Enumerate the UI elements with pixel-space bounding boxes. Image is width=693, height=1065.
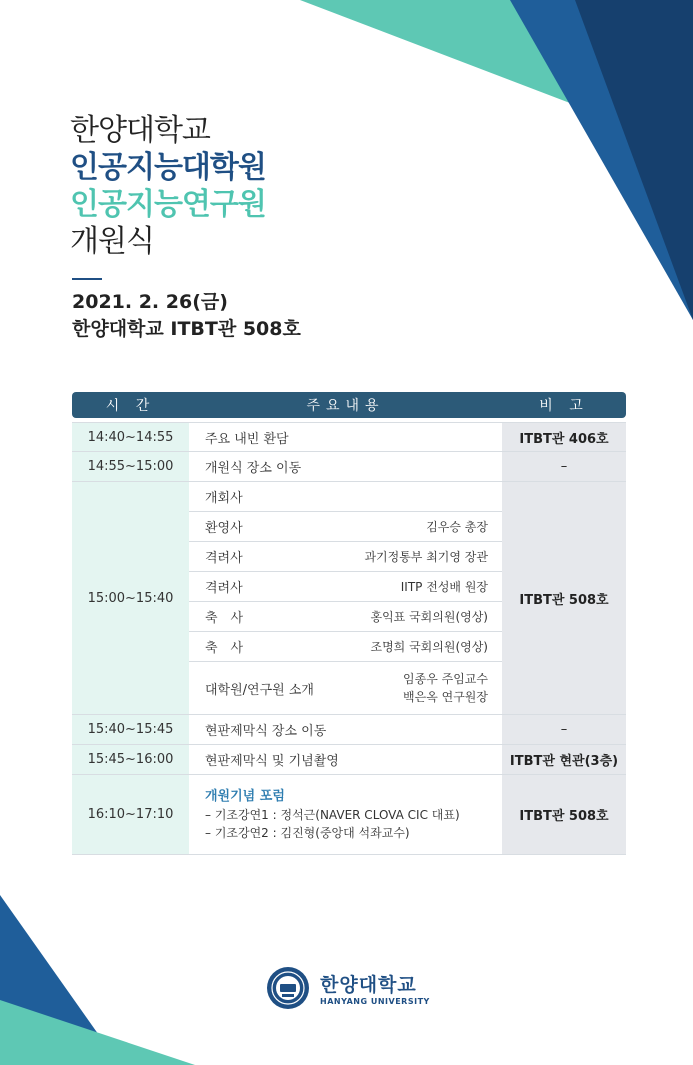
schedule-table xyxy=(72,392,626,855)
event-date: 2021. 2. 26(금) xyxy=(72,291,228,313)
row-content: 현판제막식 장소 이동 xyxy=(189,715,502,744)
row-time: 14:40~14:55 xyxy=(72,423,189,451)
keynote-2: – 기조강연2 : 김진형(중앙대 석좌교수) xyxy=(205,825,410,840)
row-content: 현판제막식 및 기념촬영 xyxy=(189,745,502,774)
row-note: – xyxy=(502,452,626,481)
forum-content xyxy=(189,775,502,854)
program-item: 격려사 xyxy=(205,551,243,566)
row-note: – xyxy=(502,715,626,744)
program-item: 대학원/연구원 소개 xyxy=(205,682,314,698)
list-item xyxy=(189,482,502,512)
row-time: 15:00~15:40 xyxy=(72,482,189,714)
title-ceremony: 개원식 xyxy=(70,224,154,259)
header-note: 비 고 xyxy=(539,398,589,414)
row-note: ITBT관 508호 xyxy=(502,775,626,854)
list-item xyxy=(189,632,502,662)
program-speakers xyxy=(403,670,488,706)
program-item: 격려사 xyxy=(205,581,243,596)
top-right-teal-shape xyxy=(300,0,693,150)
row-note: ITBT관 508호 xyxy=(502,482,626,714)
top-right-blue-shape xyxy=(510,0,693,320)
row-note: ITBT관 406호 xyxy=(502,423,626,451)
keynote-1: – 기조강연1 : 정석근(NAVER CLOVA CIC 대표) xyxy=(205,807,460,822)
logo-text xyxy=(320,970,430,1006)
table-body xyxy=(72,422,626,855)
title-research-institute: 인공지능연구원 xyxy=(70,187,266,222)
table-row xyxy=(72,452,626,482)
row-time: 16:10~17:10 xyxy=(72,775,189,854)
table-header xyxy=(72,392,626,418)
forum-heading: 개원기념 포럼 xyxy=(205,788,285,804)
list-item xyxy=(189,572,502,602)
event-title xyxy=(70,112,266,260)
bottom-left-teal-shape xyxy=(0,1000,195,1065)
event-place: 한양대학교 ITBT관 508호 xyxy=(72,318,301,340)
title-university: 한양대학교 xyxy=(70,113,210,148)
logo-name-english: HANYANG UNIVERSITY xyxy=(320,997,430,1006)
university-seal-icon xyxy=(266,966,310,1010)
program-list xyxy=(189,482,502,714)
program-speaker: 백은옥 연구원장 xyxy=(403,690,488,704)
table-row xyxy=(72,775,626,855)
list-item xyxy=(189,512,502,542)
row-time: 15:40~15:45 xyxy=(72,715,189,744)
table-row xyxy=(72,422,626,452)
title-graduate-school: 인공지능대학원 xyxy=(70,150,266,185)
program-speaker: 임종우 주임교수 xyxy=(403,672,488,686)
row-content: 주요 내빈 환담 xyxy=(189,423,502,451)
program-item: 환영사 xyxy=(205,521,243,536)
title-divider xyxy=(72,278,102,280)
table-row xyxy=(72,715,626,745)
program-item: 축 사 xyxy=(205,641,244,656)
row-content: 개원식 장소 이동 xyxy=(189,452,502,481)
program-speaker: 과기정통부 최기영 장관 xyxy=(364,549,488,564)
list-item xyxy=(189,662,502,714)
list-item xyxy=(189,542,502,572)
program-speaker: 조명희 국회의원(영상) xyxy=(370,639,488,654)
header-content: 주요내용 xyxy=(306,398,385,414)
program-item: 축 사 xyxy=(205,611,244,626)
bottom-left-navy-shape xyxy=(0,895,120,1065)
top-right-navy-shape xyxy=(575,0,693,320)
university-logo xyxy=(266,966,430,1010)
list-item xyxy=(189,602,502,632)
row-time: 14:55~15:00 xyxy=(72,452,189,481)
table-row xyxy=(72,482,626,715)
table-row xyxy=(72,745,626,775)
program-item: 개회사 xyxy=(205,491,243,506)
program-speaker: 홍익표 국회의원(영상) xyxy=(370,609,488,624)
program-speaker: 김우승 총장 xyxy=(426,519,488,534)
program-speaker: IITP 전성배 원장 xyxy=(400,579,488,594)
row-time: 15:45~16:00 xyxy=(72,745,189,774)
row-note: ITBT관 현관(3층) xyxy=(502,745,626,774)
header-time: 시 간 xyxy=(105,398,156,414)
logo-name-korean: 한양대학교 xyxy=(320,974,417,996)
